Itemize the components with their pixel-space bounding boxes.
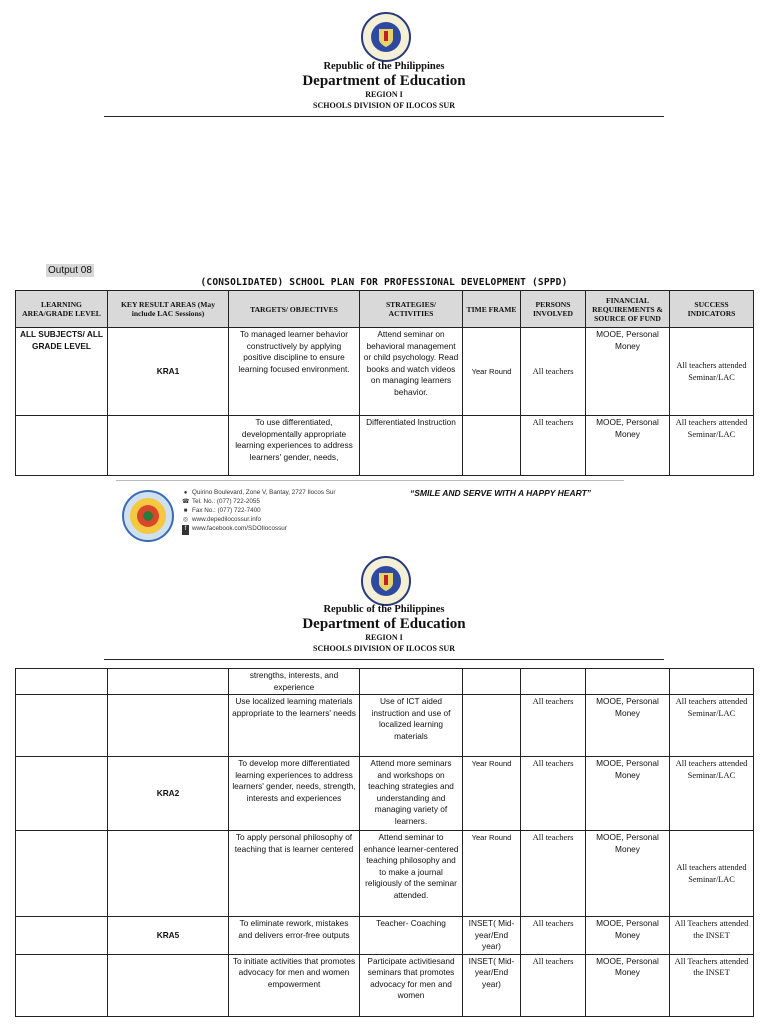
plan-title: (CONSOLIDATED) SCHOOL PLAN FOR PROFESSIONAL DEVELOPMENT (SPPD) <box>200 277 568 288</box>
globe-icon: ◎ <box>182 517 189 523</box>
col-header-financial: FINANCIAL REQUIREMENTS & SOURCE OF FUND <box>586 291 670 328</box>
cell-success <box>670 669 754 695</box>
cell-time: Year Round <box>463 328 521 416</box>
footer-fax: ■ Fax No.: (077) 722-7400 <box>182 506 261 517</box>
header-divider <box>104 659 664 660</box>
cell-strategy: Differentiated Instruction <box>360 416 463 476</box>
cell-persons: All teachers <box>521 917 586 955</box>
cell-persons: All teachers <box>521 416 586 476</box>
cell-kra <box>108 831 229 917</box>
cell-time: INSET( Mid-year/End year) <box>463 954 521 1016</box>
cell-strategy: Use of ICT aided instruction and use of localized learning materials <box>360 695 463 757</box>
cell-time <box>463 669 521 695</box>
cell-area: ALL SUBJECTS/ ALL GRADE LEVEL <box>16 328 108 416</box>
header-divider <box>104 116 664 117</box>
cell-kra: KRA2 <box>108 757 229 831</box>
cell-strategy: Attend seminar on behavioral management or child psychology. Read books and watch videos on managing learners behavior. <box>360 328 463 416</box>
sppd-table-page2 <box>15 668 754 1017</box>
footer-divider <box>116 480 624 481</box>
cell-fund: MOOE, Personal Money <box>586 954 670 1016</box>
division-line: SCHOOLS DIVISION OF ILOCOS SUR <box>313 101 455 110</box>
table-row <box>16 831 754 917</box>
cell-success: All teachers attended Seminar/LAC <box>670 416 754 476</box>
cell-persons: All teachers <box>521 757 586 831</box>
department-title: Department of Education <box>302 73 466 89</box>
table-row <box>16 416 754 476</box>
col-header-kra: KEY RESULT AREAS (May include LAC Sessions) <box>108 291 229 328</box>
col-header-learning-area: LEARNING AREA/GRADE LEVEL <box>16 291 108 328</box>
cell-target: To eliminate rework, mistakes and delivers error-free outputs <box>229 917 360 955</box>
table-row <box>16 669 754 695</box>
cell-success: All Teachers attended the INSET <box>670 954 754 1016</box>
cell-area <box>16 917 108 955</box>
cell-success: All teachers attended Seminar/LAC <box>670 757 754 831</box>
col-header-persons: PERSONS INVOLVED <box>521 291 586 328</box>
cell-fund <box>586 669 670 695</box>
cell-success: All teachers attended Seminar/LAC <box>670 328 754 416</box>
cell-target: Use localized learning materials appropriate to the learners' needs <box>229 695 360 757</box>
cell-kra <box>108 954 229 1016</box>
table-header-row <box>16 291 754 328</box>
cell-area <box>16 954 108 1016</box>
division-logo <box>122 490 174 542</box>
cell-target: To initiate activities that promotes advocacy for men and women empowerment <box>229 954 360 1016</box>
cell-time <box>463 695 521 757</box>
table-row <box>16 757 754 831</box>
republic-line: Republic of the Philippines <box>323 604 445 615</box>
cell-persons: All teachers <box>521 954 586 1016</box>
footer-facebook: f www.facebook.com/SDOIlocossur <box>182 524 287 535</box>
cell-area <box>16 757 108 831</box>
deped-seal-logo <box>361 556 411 606</box>
footer-motto: “SMILE AND SERVE WITH A HAPPY HEART” <box>410 488 592 498</box>
cell-fund: MOOE, Personal Money <box>586 416 670 476</box>
cell-time: Year Round <box>463 831 521 917</box>
cell-kra: KRA5 <box>108 917 229 955</box>
cell-fund: MOOE, Personal Money <box>586 917 670 955</box>
table-row <box>16 695 754 757</box>
col-header-success: SUCCESS INDICATORS <box>670 291 754 328</box>
cell-kra <box>108 416 229 476</box>
cell-area <box>16 831 108 917</box>
output-label: Output 08 <box>48 265 92 276</box>
cell-strategy <box>360 669 463 695</box>
cell-fund: MOOE, Personal Money <box>586 757 670 831</box>
table-row <box>16 954 754 1016</box>
cell-area <box>16 695 108 757</box>
cell-persons: All teachers <box>521 695 586 757</box>
cell-time <box>463 416 521 476</box>
footer-address: ● Quirino Boulevard, Zone V, Bantay, 2727 Ilocos Sur <box>182 488 336 499</box>
cell-success: All Teachers attended the INSET <box>670 917 754 955</box>
deped-seal-logo <box>361 12 411 62</box>
cell-target: To use differentiated, developmentally appropriate learning experiences to address learners' gender, needs, <box>229 416 360 476</box>
footer-website: ◎ www.depedilocossur.info <box>182 515 261 526</box>
cell-fund: MOOE, Personal Money <box>586 695 670 757</box>
cell-kra: KRA1 <box>108 328 229 416</box>
cell-target: To develop more differentiated learning experiences to address learners' gender, needs, strength, interests and experiences <box>229 757 360 831</box>
location-pin-icon: ● <box>183 490 188 496</box>
table-row <box>16 917 754 955</box>
col-header-time-frame: TIME FRAME <box>463 291 521 328</box>
cell-strategy: Attend seminar to enhance learner-centered teaching philosophy and to make a journal religiously of the seminar attended. <box>360 831 463 917</box>
cell-kra <box>108 695 229 757</box>
cell-strategy: Attend more seminars and workshops on teaching strategies and understanding and managing variety of learners. <box>360 757 463 831</box>
cell-target: To apply personal philosophy of teaching that is learner centered <box>229 831 360 917</box>
phone-icon: ☎ <box>182 499 190 505</box>
cell-strategy: Participate activitiesand seminars that promotes advocacy for men and women <box>360 954 463 1016</box>
sppd-table-page1 <box>15 290 754 476</box>
cell-area <box>16 416 108 476</box>
cell-target: To managed learner behavior constructively by applying positive discipline to ensure learning focused environment. <box>229 328 360 416</box>
table-row <box>16 328 754 416</box>
cell-time: Year Round <box>463 757 521 831</box>
cell-success: All teachers attended Seminar/LAC <box>670 695 754 757</box>
cell-success: All teachers attended Seminar/LAC <box>670 831 754 917</box>
col-header-targets: TARGETS/ OBJECTIVES <box>229 291 360 328</box>
cell-target: strengths, interests, and experience <box>229 669 360 695</box>
facebook-icon: f <box>182 525 189 535</box>
cell-persons: All teachers <box>521 328 586 416</box>
fax-icon: ■ <box>183 508 188 514</box>
footer-tel: ☎ Tel. No.: (077) 722-2055 <box>182 497 260 508</box>
department-title: Department of Education <box>302 616 466 632</box>
page-footer <box>116 480 624 544</box>
cell-area <box>16 669 108 695</box>
col-header-strategies: STRATEGIES/ ACTIVITIES <box>360 291 463 328</box>
cell-fund: MOOE, Personal Money <box>586 328 670 416</box>
region-line: REGION I <box>365 90 403 99</box>
cell-kra <box>108 669 229 695</box>
cell-persons <box>521 669 586 695</box>
cell-fund: MOOE, Personal Money <box>586 831 670 917</box>
cell-strategy: Teacher- Coaching <box>360 917 463 955</box>
cell-time: INSET( Mid-year/End year) <box>463 917 521 955</box>
republic-line: Republic of the Philippines <box>323 61 445 72</box>
cell-persons: All teachers <box>521 831 586 917</box>
region-line: REGION I <box>365 633 403 642</box>
division-line: SCHOOLS DIVISION OF ILOCOS SUR <box>313 644 455 653</box>
